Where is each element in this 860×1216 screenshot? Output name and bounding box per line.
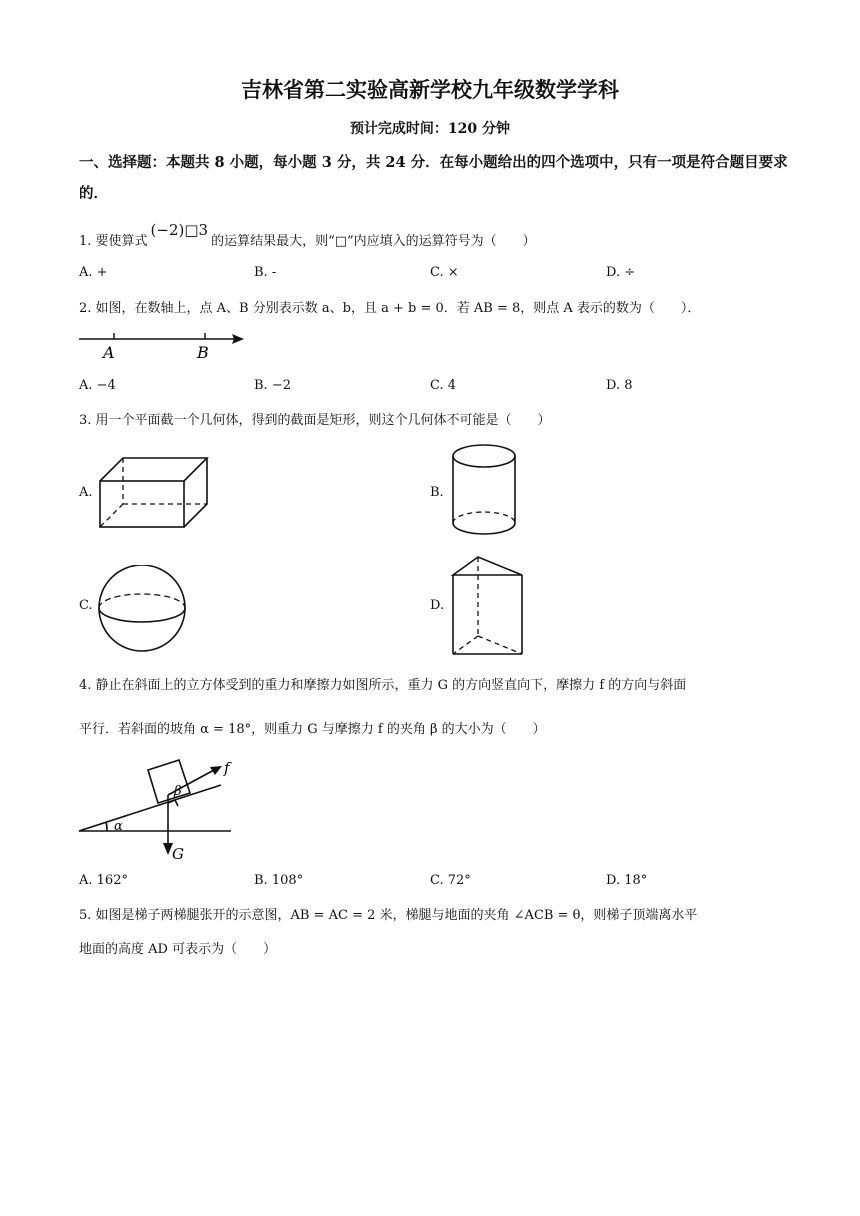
question-5-line-1: 5. 如图是梯子两梯腿张开的示意图，AB = AC = 2 米，梯腿与地面的夹角 ∠ACB = θ，则梯子顶端离水平 <box>79 908 698 923</box>
q2-option-c[interactable]: C. 4 <box>430 378 457 393</box>
incline-force-figure <box>76 755 236 863</box>
q4-option-c[interactable]: C. 72° <box>430 873 471 888</box>
question-3: 3. 用一个平面截一个几何体，得到的截面是矩形，则这个几何体不可能是（ ） <box>79 413 551 428</box>
incline-line <box>79 785 221 831</box>
question-1 <box>79 221 791 252</box>
page-title: 吉林省第二实验高新学校九年级数学学科 <box>241 77 619 102</box>
label-alpha: α <box>114 819 123 834</box>
q3-option-a[interactable]: A. <box>79 485 93 500</box>
number-line-figure <box>76 328 248 362</box>
cylinder-figure <box>449 441 521 538</box>
cuboid-figure <box>96 455 214 533</box>
question-4-line-1: 4. 静止在斜面上的立方体受到的重力和摩擦力如图所示，重力 G 的方向竖直向下，摩擦力 f 的方向与斜面 <box>79 678 687 693</box>
time-note: 预计完成时间：120 分钟 <box>349 121 511 137</box>
q2-option-a[interactable]: A. −4 <box>79 378 116 393</box>
question-5-line-2: 地面的高度 AD 可表示为（ ） <box>79 942 277 957</box>
label-f: f <box>224 759 230 777</box>
q2-option-b[interactable]: B. −2 <box>254 378 291 393</box>
q4-option-d[interactable]: D. 18° <box>606 873 648 888</box>
q3-option-b[interactable]: B. <box>430 485 444 500</box>
q4-option-b[interactable]: B. 108° <box>254 873 304 888</box>
label-beta: β <box>174 784 182 799</box>
q1-option-d[interactable]: D. ÷ <box>606 265 636 280</box>
sphere-figure <box>96 565 192 653</box>
label-g: G <box>172 845 184 863</box>
question-4-line-2: 平行．若斜面的坡角 α = 18°，则重力 G 与摩擦力 f 的夹角 β 的大小为（ ） <box>79 722 546 737</box>
q3-option-c[interactable]: C. <box>79 598 93 613</box>
q1-prefix: 1. 要使算式 <box>79 234 148 249</box>
label-b: B <box>197 343 209 362</box>
q1-option-b[interactable]: B. - <box>254 265 277 280</box>
q4-option-a[interactable]: A. 162° <box>79 873 128 888</box>
q1-suffix: 的运算结果最大，则“□”内应填入的运算符号为（ ） <box>211 234 536 249</box>
question-2: 2. 如图，在数轴上，点 A、B 分别表示数 a、b，且 a + b = 0．若 AB = 8，则点 A 表示的数为（ ）． <box>79 301 701 316</box>
q1-option-c[interactable]: C. × <box>430 265 459 280</box>
label-a: A <box>103 343 115 362</box>
q3-option-d[interactable]: D. <box>430 598 445 613</box>
section-heading: 一、选择题：本题共 8 小题，每小题 3 分，共 24 分．在每小题给出的四个选项中，只有一项是符合题目要求的． <box>79 154 788 202</box>
q1-expression: (−2)□3 <box>150 221 209 239</box>
q2-option-d[interactable]: D. 8 <box>606 378 633 393</box>
triangular-prism-figure <box>449 554 527 658</box>
q1-option-a[interactable]: A. + <box>79 265 108 280</box>
alpha-arc <box>106 822 107 831</box>
